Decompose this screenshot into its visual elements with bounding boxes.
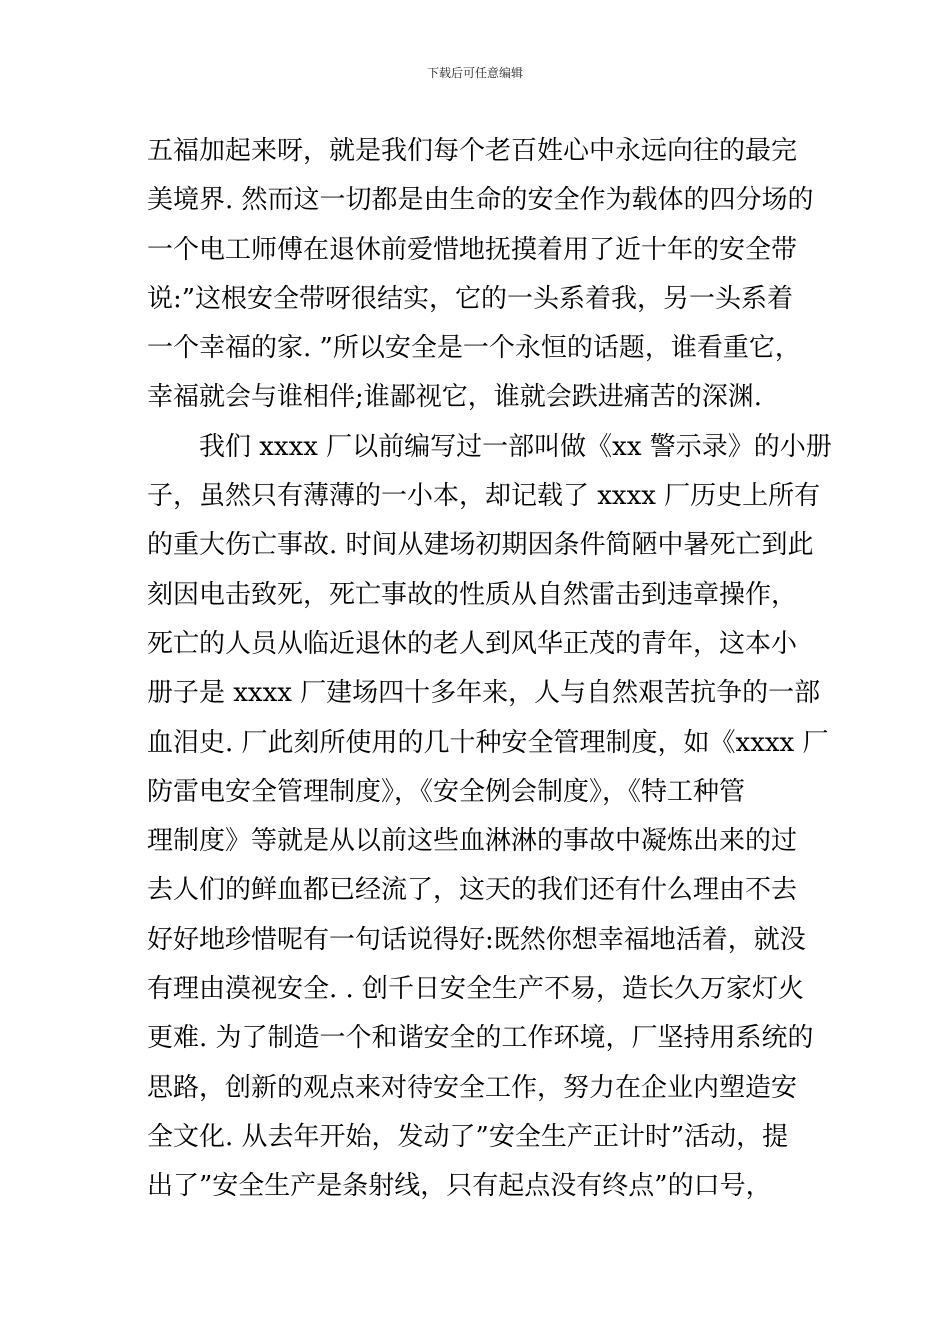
text-line: 册子是 xxxx 厂建场四十多年来，人与自然艰苦抗争的一部 [147,678,821,709]
text-line: 的重大伤亡事故. 时间从建场初期因条件简陋中暑死亡到此 [147,530,814,561]
text-line: 一个幸福的家. ”所以安全是一个永恒的话题，谁看重它， [147,333,801,364]
text-line: 说:”这根安全带呀很结实，它的一头系着我，另一头系着 [147,283,794,314]
text-line: 防雷电安全管理制度》，《安全例会制度》，《特工种管 [147,776,746,807]
text-line: 出了”安全生产是条射线，只有起点没有终点”的口号， [147,1171,772,1202]
text-line: 更难. 为了制造一个和谐安全的工作环境，厂坚持用系统的 [147,1023,814,1054]
text-line: 死亡的人员从临近退休的老人到风华正茂的青年，这本小 [147,628,798,659]
text-line: 子，虽然只有薄薄的一小本，却记载了 xxxx 厂历史上所有 [147,481,821,512]
text-line: 一个电工师傅在退休前爱惜地抚摸着用了近十年的安全带 [147,234,798,265]
paragraph-first-line: 我们 xxxx 厂以前编写过一部叫做《xx 警示录》的小册 [199,431,832,462]
text-line: 血泪史. 厂此刻所使用的几十种安全管理制度，如《xxxx 厂 [147,727,829,758]
text-line: 思路，创新的观点来对待安全工作，努力在企业内塑造安 [147,1072,798,1103]
text-line: 五福加起来呀，就是我们每个老百姓心中永远向往的最完 [147,136,798,166]
text-line: 全文化. 从去年开始，发动了”安全生产正计时”活动，提 [147,1121,789,1152]
text-line: 刻因电击致死，死亡事故的性质从自然雷击到违章操作， [147,579,798,610]
text-line: 幸福就会与谁相伴;谁鄙视它，谁就会跌进痛苦的深渊. [147,382,763,413]
text-line: 理制度》等就是从以前这些血淋淋的事故中凝炼出来的过 [147,826,798,857]
page-header: 下载后可任意编辑 [426,66,523,80]
text-line: 好好地珍惜呢有一句话说得好:既然你想幸福地活着，就没 [147,924,806,955]
text-line: 有理由漠视安全. . 创千日安全生产不易，造长久万家灯火 [147,974,805,1005]
text-line: 美境界. 然而这一切都是由生命的安全作为载体的四分场的 [147,185,814,216]
document-body [147,127,832,1212]
text-line: 去人们的鲜血都已经流了，这天的我们还有什么理由不去 [147,875,798,906]
